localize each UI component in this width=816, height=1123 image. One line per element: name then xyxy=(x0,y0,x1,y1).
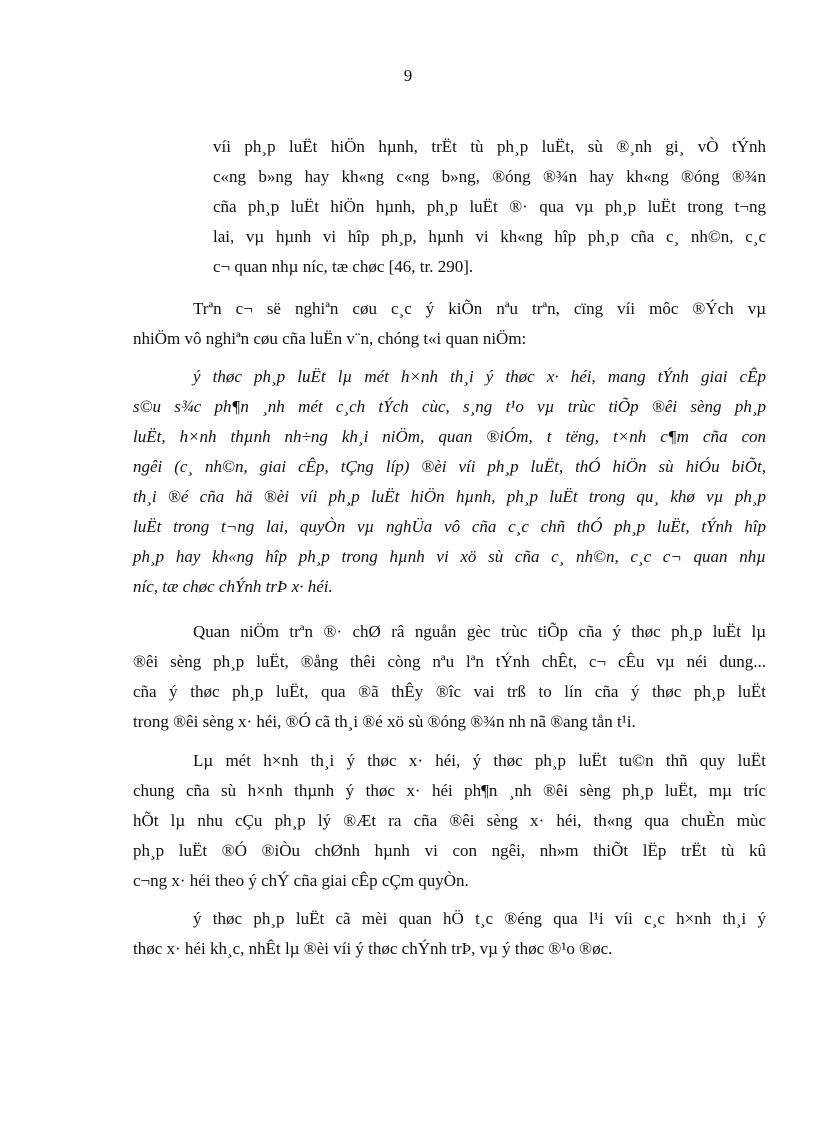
text-line: ph¸p hay kh«ng hîp ph¸p trong hµnh vi xö sù cña c¸ nh©n, c¸c c¬ quan nhµ xyxy=(133,547,766,566)
paragraph-5 xyxy=(133,904,766,964)
text-line: Lµ mét h×nh th¸i ý thøc x· héi, ý thøc ph¸p luËt tu©n thñ quy luËt xyxy=(193,751,766,770)
text-line: víi ph¸p luËt hiÖn hµnh, trËt tù ph¸p luËt, sù ®¸nh gi¸ vÒ tÝnh xyxy=(213,137,766,156)
text-line: ý thøc ph¸p luËt lµ mét h×nh th¸i ý thøc x· héi, mang tÝnh giai cÊp xyxy=(193,367,766,386)
text-line: ®êi sèng ph¸p luËt, ®ång thêi còng nªu lªn tÝnh chÊt, c¬ cÊu vµ néi dung... xyxy=(133,652,766,671)
text-line: luËt, h×nh thµnh nh÷ng kh¸i niÖm, quan ®iÓm, t tëng, t×nh c¶m cña con xyxy=(133,427,766,446)
text-line: cña ý thøc ph¸p luËt, qua ®ã thÊy ®îc vai trß to lín cña ý thøc ph¸p luËt xyxy=(133,682,766,701)
text-line: s©u s¾c ph¶n ¸nh mét c¸ch tÝch cùc, s¸ng t¹o vµ trùc tiÕp ®êi sèng ph¸p xyxy=(133,397,766,416)
text-line: nhiÖm vô nghiªn cøu cña luËn v¨n, chóng t«i quan niÖm: xyxy=(133,329,527,348)
text-line: hÕt lµ nhu cÇu ph¸p lý ®Æt ra cña ®êi sèng x· héi, th«ng qua chuÈn mùc xyxy=(133,811,766,830)
text-line: ngêi (c¸ nh©n, giai cÊp, tÇng líp) ®èi víi ph¸p luËt, thÓ hiÖn sù hiÓu biÕt, xyxy=(133,457,766,476)
text-line: thøc x· héi kh¸c, nhÊt lµ ®èi víi ý thøc chÝnh trÞ, vµ ý thøc ®¹o ®øc. xyxy=(133,939,613,958)
text-line: Quan niÖm trªn ®· chØ râ nguån gèc trùc tiÕp cña ý thøc ph¸p luËt lµ xyxy=(193,622,766,641)
paragraph-intro xyxy=(133,294,766,354)
text-line: chung cña sù h×nh thµnh ý thøc x· héi ph¶n ¸nh ®êi sèng ph¸p luËt, mµ tríc xyxy=(133,781,766,800)
text-line: c¬ quan nhµ níc, tæ chøc [46, tr. 290]. xyxy=(213,257,474,276)
text-line: ý thøc ph¸p luËt cã mèi quan hÖ t¸c ®éng qua l¹i víi c¸c h×nh th¸i ý xyxy=(193,909,766,928)
text-line: trong ®êi sèng x· héi, ®Ó cã th¸i ®é xö sù ®óng ®¾n nh nã ®ang tån t¹i. xyxy=(133,712,636,731)
page-number: 9 xyxy=(403,66,413,85)
text-line: luËt trong t¬ng lai, quyÒn vµ nghÜa vô cña c¸c chñ thÓ ph¸p luËt, tÝnh hîp xyxy=(133,517,766,536)
text-line: c¬ng x· héi theo ý chÝ cña giai cÊp cÇm quyÒn. xyxy=(133,871,469,890)
text-line: níc, tæ chøc chÝnh trÞ x· héi. xyxy=(133,577,333,596)
definition-italic-block xyxy=(133,362,766,602)
text-line: Trªn c¬ së nghiªn cøu c¸c ý kiÕn nªu trªn, cïng víi môc ®Ých vµ xyxy=(193,299,766,318)
paragraph-3 xyxy=(133,617,766,737)
text-line: c«ng b»ng hay kh«ng c«ng b»ng, ®óng ®¾n hay kh«ng ®óng ®¾n xyxy=(213,167,766,186)
text-line: cña ph¸p luËt hiÖn hµnh, ph¸p luËt ®· qua vµ ph¸p luËt trong t¬ng xyxy=(213,197,766,216)
text-line: th¸i ®é cña hä ®èi víi ph¸p luËt hiÖn hµnh, ph¸p luËt trong qu¸ khø vµ ph¸p xyxy=(133,487,766,506)
paragraph-4 xyxy=(133,746,766,896)
text-line: ph¸p luËt ®Ó ®iÒu chØnh hµnh vi con ngêi, nh»m thiÕt lËp trËt tù kû xyxy=(133,841,766,860)
text-line: lai, vµ hµnh vi hîp ph¸p, hµnh vi kh«ng hîp ph¸p cña c¸ nh©n, c¸c xyxy=(213,227,766,246)
quote-block xyxy=(213,132,766,282)
